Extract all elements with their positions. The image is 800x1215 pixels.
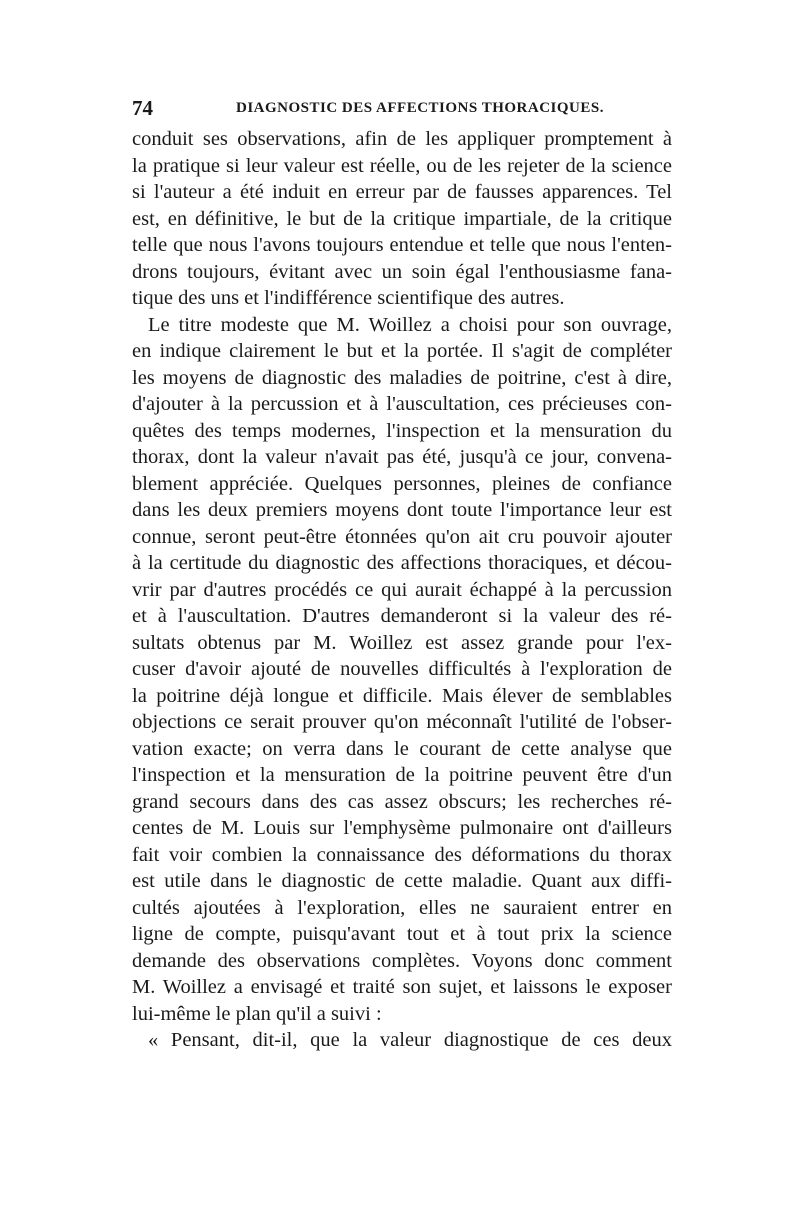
text-line: « Pensant, dit-il, que la valeur diagnostique de ces deux: [148, 1029, 672, 1051]
text-line: cultés ajoutées à l'exploration, elles ne sauraient entrer en: [132, 896, 672, 919]
text-line: est, en définitive, le but de la critique impartiale, de la critique: [132, 207, 672, 230]
text-line: si l'auteur a été induit en erreur par de fausses apparences. Tel: [132, 181, 672, 203]
text-line: cuser d'avoir ajouté de nouvelles difficultés à l'exploration de: [132, 658, 672, 680]
text-line: telle que nous l'avons toujours entendue et telle que nous l'enten-: [132, 234, 672, 256]
paragraph: [132, 126, 672, 312]
text-line: connue, seront peut-être étonnées qu'on ait cru pouvoir ajouter: [132, 525, 672, 548]
text-line: blement appréciée. Quelques personnes, pleines de confiance: [132, 472, 672, 495]
text-line: la poitrine déjà longue et difficile. Mais élever de semblables: [132, 684, 672, 707]
page-header: [132, 96, 672, 124]
text-line: M. Woillez a envisagé et traité son sujet, et laissons le exposer: [132, 976, 672, 998]
text-line: quêtes des temps modernes, l'inspection et la mensuration du: [132, 419, 672, 442]
text-line: dans les deux premiers moyens dont toute l'importance leur est: [132, 499, 672, 521]
text-line: thorax, dont la valeur n'avait pas été, jusqu'à ce jour, convena-: [132, 446, 672, 468]
text-line: ligne de compte, puisqu'avant tout et à tout prix la science: [132, 923, 672, 945]
text-line: Le titre modeste que M. Woillez a choisi pour son ouvrage,: [148, 313, 672, 336]
text-line: objections ce serait prouver qu'on méconnaît l'utilité de l'obser-: [132, 711, 672, 733]
text-line: drons toujours, évitant avec un soin égal l'enthousiasme fana-: [132, 260, 672, 283]
text-line: est utile dans le diagnostic de cette maladie. Quant aux diffi-: [132, 870, 672, 892]
text-line: fait voir combien la connaissance des déformations du thorax: [132, 843, 672, 866]
text-line: sultats obtenus par M. Woillez est assez grande pour l'ex-: [132, 631, 672, 654]
text-line: la pratique si leur valeur est réelle, ou de les rejeter de la science: [132, 154, 672, 177]
text-line: tique des uns et l'indifférence scientifique des autres.: [132, 287, 565, 309]
text-line: à la certitude du diagnostic des affections thoraciques, et décou-: [132, 552, 672, 574]
text-line: les moyens de diagnostic des maladies de poitrine, c'est à dire,: [132, 366, 672, 389]
text-line: d'ajouter à la percussion et à l'auscultation, ces précieuses con-: [132, 393, 672, 415]
page-number: 74: [132, 96, 153, 120]
text-line: en indique clairement le but et la portée. Il s'agit de compléter: [132, 340, 672, 362]
text-line: et à l'auscultation. D'autres demanderont si la valeur des ré-: [132, 605, 672, 627]
running-title: DIAGNOSTIC DES AFFECTIONS THORACIQUES.: [236, 100, 604, 116]
text-line: l'inspection et la mensuration de la poitrine peuvent être d'un: [132, 764, 672, 786]
text-line: centes de M. Louis sur l'emphysème pulmonaire ont d'ailleurs: [132, 817, 672, 839]
body-text: [132, 126, 672, 1054]
text-line: vation exacte; on verra dans le courant de cette analyse que: [132, 737, 672, 760]
text-line: grand secours dans des cas assez obscurs; les recherches ré-: [132, 790, 672, 813]
paragraph: [132, 312, 672, 1028]
paragraph: [132, 1027, 672, 1054]
text-line: conduit ses observations, afin de les appliquer promptement à: [132, 128, 672, 150]
text-line: vrir par d'autres procédés ce qui aurait échappé à la percussion: [132, 578, 672, 601]
text-line: lui-même le plan qu'il a suivi :: [132, 1002, 382, 1025]
text-line: demande des observations complètes. Voyons donc comment: [132, 949, 672, 972]
